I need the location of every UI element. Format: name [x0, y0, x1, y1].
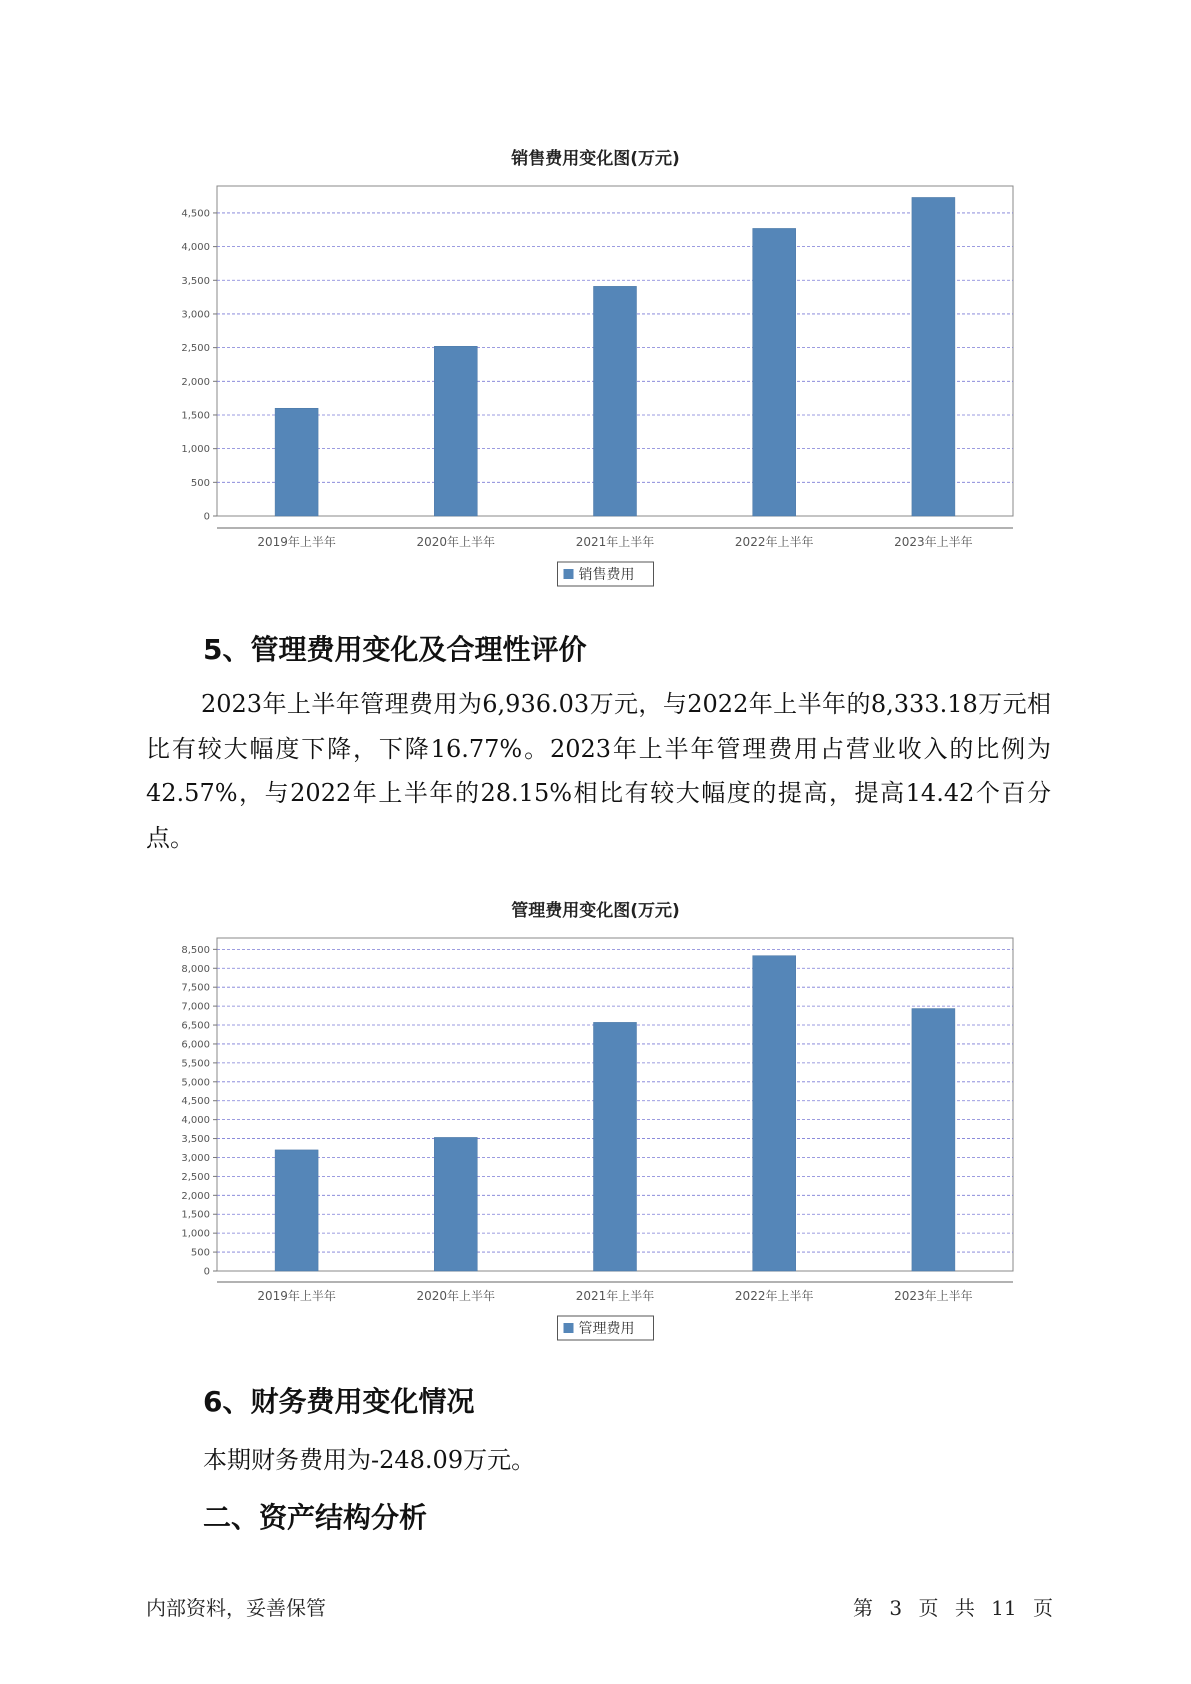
section-6-heading: 6、财务费用变化情况: [203, 1385, 475, 1418]
bar: [275, 1150, 318, 1271]
y-tick-label: 4,500: [181, 208, 210, 220]
chart-title-admin-expense: 管理费用变化图(万元): [511, 901, 680, 921]
legend-label: 管理费用: [578, 1321, 635, 1337]
y-tick-label: 0: [203, 511, 210, 523]
y-tick-label: 1,000: [181, 1228, 210, 1240]
y-tick-label: 6,500: [181, 1020, 210, 1032]
y-tick-label: 4,500: [181, 1096, 210, 1108]
x-tick-label: 2020年上半年: [416, 535, 496, 549]
y-tick-label: 5,500: [181, 1058, 210, 1070]
bar: [753, 956, 796, 1271]
y-tick-label: 3,500: [181, 1134, 210, 1146]
x-tick-label: 2021年上半年: [575, 535, 655, 549]
y-tick-label: 1,000: [181, 444, 210, 456]
legend-label: 销售费用: [578, 567, 635, 583]
y-tick-label: 8,000: [181, 963, 210, 975]
x-tick-label: 2022年上半年: [734, 535, 814, 549]
y-tick-label: 3,500: [181, 275, 210, 287]
footer-confidential-note: 内部资料，妥善保管: [146, 1596, 326, 1620]
section-5-heading: 5、管理费用变化及合理性评价: [203, 633, 587, 666]
y-tick-label: 7,500: [181, 982, 210, 994]
y-tick-label: 4,000: [181, 242, 210, 254]
section-two-heading: 二、资产结构分析: [203, 1501, 428, 1534]
bar: [434, 1137, 477, 1271]
y-tick-label: 0: [203, 1266, 210, 1278]
y-tick-label: 8,500: [181, 944, 210, 956]
y-tick-label: 1,500: [181, 410, 210, 422]
x-tick-label: 2023年上半年: [894, 535, 973, 549]
legend-swatch: [564, 1323, 574, 1333]
y-tick-label: 500: [190, 477, 210, 489]
y-tick-label: 7,000: [181, 1001, 210, 1013]
chart-title-sales-expense: 销售费用变化图(万元): [511, 149, 680, 169]
bar: [912, 1009, 955, 1271]
x-tick-label: 2019年上半年: [257, 535, 336, 549]
y-tick-label: 500: [190, 1247, 210, 1259]
x-tick-label: 2020年上半年: [416, 1289, 496, 1303]
section-6-paragraph: 本期财务费用为-248.09万元。: [203, 1446, 536, 1474]
y-tick-label: 5,000: [181, 1077, 210, 1089]
y-tick-label: 2,500: [181, 343, 210, 355]
x-tick-label: 2023年上半年: [894, 1289, 973, 1303]
y-tick-label: 2,500: [181, 1171, 210, 1183]
y-tick-label: 2,000: [181, 376, 210, 388]
y-tick-label: 2,000: [181, 1190, 210, 1202]
y-tick-label: 1,500: [181, 1209, 210, 1221]
y-tick-label: 4,000: [181, 1115, 210, 1127]
x-tick-label: 2022年上半年: [734, 1289, 814, 1303]
bar: [594, 1022, 637, 1271]
section-5-paragraph: 2023年上半年管理费用为6,936.03万元，与2022年上半年的8,333.18万元相比有较大幅度下降，下降16.77%。2023年上半年管理费用占营业收入的比例为42.57%，与2022年上半年的28.15%相比有较大幅度的提高，提高14.42个百分点。: [146, 690, 1051, 852]
x-tick-label: 2021年上半年: [575, 1289, 655, 1303]
y-tick-label: 3,000: [181, 1152, 210, 1164]
x-tick-label: 2019年上半年: [257, 1289, 336, 1303]
footer-page-number: 第 3 页 共 11 页: [853, 1596, 1053, 1620]
y-tick-label: 3,000: [181, 309, 210, 321]
y-tick-label: 6,000: [181, 1039, 210, 1051]
